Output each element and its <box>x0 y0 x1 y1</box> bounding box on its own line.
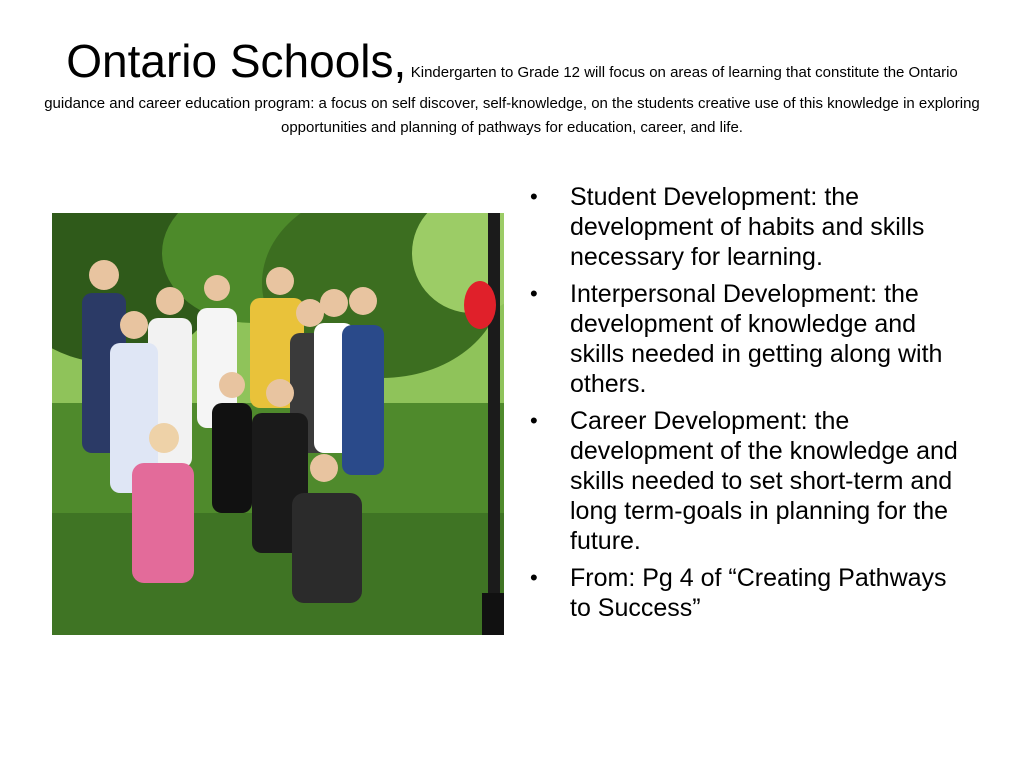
bullet-marker: • <box>530 408 538 433</box>
bullet-text: Interpersonal Development: the development of knowledge and skills needed in getting along with others. <box>570 280 943 398</box>
title-block <box>40 30 984 140</box>
bullet-item-source <box>530 563 970 623</box>
bullet-text: Student Development: the development of habits and skills necessary for learning. <box>570 183 925 271</box>
bullet-text: Career Development: the development of the knowledge and skills needed to set short-term and long term-goals in planning for the future. <box>570 407 958 555</box>
bullet-marker: • <box>530 565 538 590</box>
bullet-text: From: Pg 4 of “Creating Pathways to Success” <box>570 564 947 622</box>
slide-subtitle: Kindergarten to Grade 12 will focus on areas of learning that constitute the Ontario guidance and career education program: a focus on self discover, self-knowledge, on the students creative use of this knowledge in exploring opportunities and planning of pathways for education, career, and life. <box>44 64 980 136</box>
bullet-marker: • <box>530 281 538 306</box>
bullet-item-student-development <box>530 182 970 272</box>
group-photo <box>52 213 504 635</box>
slide-title: Ontario Schools, <box>66 35 407 87</box>
group-photo-illustration <box>52 213 504 635</box>
bullet-list <box>530 182 970 630</box>
bullet-marker: • <box>530 184 538 209</box>
bullet-item-career-development <box>530 406 970 556</box>
bullet-item-interpersonal-development <box>530 279 970 399</box>
